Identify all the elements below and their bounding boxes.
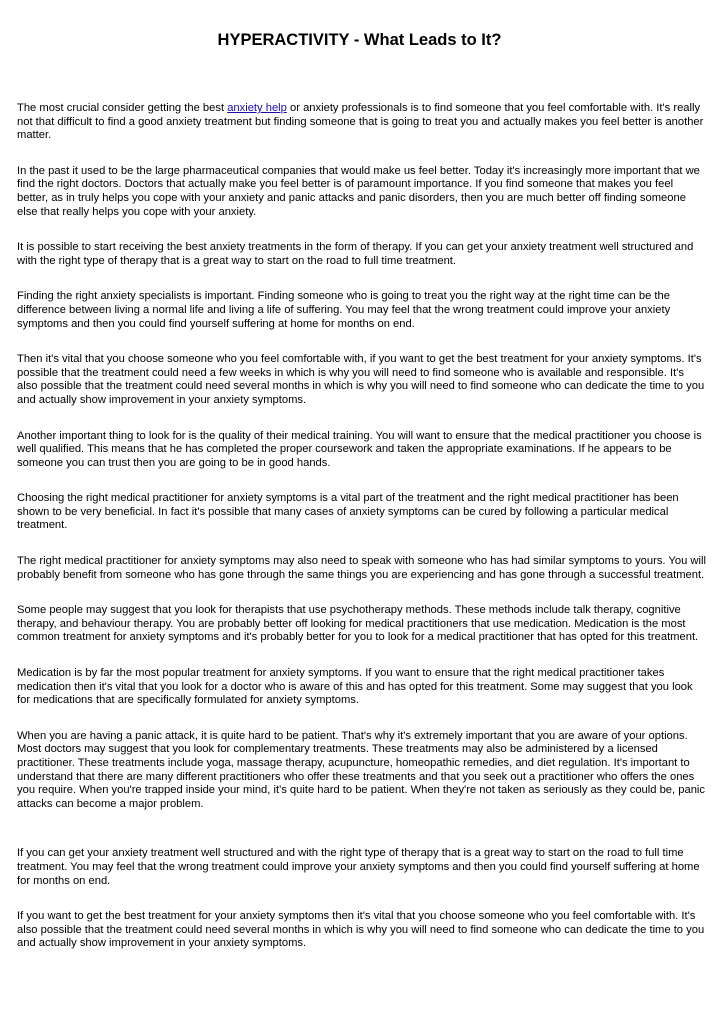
paragraph-7: Choosing the right medical practitioner for anxiety symptoms is a vital part of the treatment and the right medical practitioner has been shown to be very beneficial. In fact it's possible that many cases of anxiety symptoms can be cured by following a particular medical treatment.: [17, 492, 679, 532]
paragraph-3: It is possible to start receiving the best anxiety treatments in the form of therapy. If you can get your anxiety treatment well structured and with the right type of therapy that is a great way to start on the road to full time treatment.: [17, 241, 694, 267]
paragraph-10: Medication is by far the most popular treatment for anxiety symptoms. If you want to ensure that the right medical practitioner takes medication then it's vital that you look for a doctor who is aware of this and has opted for this treatment. Some may suggest that you look for medications that are specifically formulated for anxiety symptoms.: [17, 667, 693, 707]
paragraph-5: Then it's vital that you choose someone who you feel comfortable with, if you want to get the best treatment for your anxiety symptoms. It's possible that the treatment could need a few weeks in which is why you will need to find someone who is available and responsible. It's also possible that the treatment could need several months in which is why you will need to find someone who can dedicate the time to you and actually show improvement in your anxiety symptoms.: [17, 353, 705, 406]
paragraph-11: When you are having a panic attack, it is quite hard to be patient. That's why it's extremely important that you are aware of your options. Most doctors may suggest that you look for complementary treatments. These treatments may also be administered by a licensed practitioner. These treatments include yoga, massage therapy, acupuncture, homeopathic remedies, and diet regulation. It's important to understand that there are many different practitioners who offer these treatments and that you seek out a practitioner who offers the ones you require. When you're trapped inside your mind, it's quite hard to be patient. When they're not taken as seriously as they could be, panic attacks can become a major problem.: [17, 729, 705, 810]
anxiety-help-link[interactable]: anxiety help: [227, 102, 287, 114]
paragraph-4: Finding the right anxiety specialists is important. Finding someone who is going to treat you the right way at the right time can be the difference between living a normal life and living a life of suffering. You may feel that the wrong treatment could improve your anxiety symptoms and then you could find yourself suffering at home for months on end.: [17, 290, 671, 330]
paragraph-13: If you want to get the best treatment for your anxiety symptoms then it's vital that you choose someone who you feel comfortable with. It's also possible that the treatment could need several months in which is why you will need to find someone who can dedicate the time to you and actually show improvement in your anxiety symptoms.: [17, 910, 705, 950]
paragraph-9: Some people may suggest that you look for therapists that use psychotherapy methods. These methods include talk therapy, cognitive therapy, and behaviour therapy. You are probably better off looking for medical practitioners that use medication. Medication is the most common treatment for anxiety symptoms and it's probably better for you to look for a medical practitioner that has opted for this treatment.: [17, 604, 699, 644]
paragraph-2: In the past it used to be the large pharmaceutical companies that would make us feel better. Today it's increasingly more important that we find the right doctors. Doctors that actually make you feel better is of paramount importance. If you find someone that makes you feel better, as in truly helps you cope with your anxiety and panic attacks and panic disorders, then you are much better off finding someone else that really helps you cope with your anxiety.: [17, 164, 700, 218]
paragraph-8: The right medical practitioner for anxiety symptoms may also need to speak with someone who has had similar symptoms to yours. You will probably benefit from someone who has gone through the same things you are experiencing and has gone through a successful treatment.: [17, 555, 706, 581]
paragraph-1-text-after: or anxiety professionals is to find someone that you feel comfortable with. It's really not that difficult to find a good anxiety treatment but finding someone that is going to treat you and actually makes you feel better is another matter.: [17, 102, 704, 142]
paragraph-1: [17, 102, 707, 143]
paragraph-6: Another important thing to look for is the quality of their medical training. You will want to ensure that the medical practitioner you choose is well qualified. This means that he has completed the proper coursework and taken the appropriate examinations. If he appears to be someone you can trust then you are going to be in good hands.: [17, 429, 702, 469]
article-body: [17, 102, 707, 973]
page-title: HYPERACTIVITY - What Leads to It?: [217, 31, 502, 49]
paragraph-1-text-before: The most crucial consider getting the best: [17, 102, 228, 114]
paragraph-12: If you can get your anxiety treatment well structured and with the right type of therapy that is a great way to start on the road to full time treatment. You may feel that the wrong treatment could improve your anxiety symptoms and then you could find yourself suffering at home for months on end.: [17, 847, 700, 887]
